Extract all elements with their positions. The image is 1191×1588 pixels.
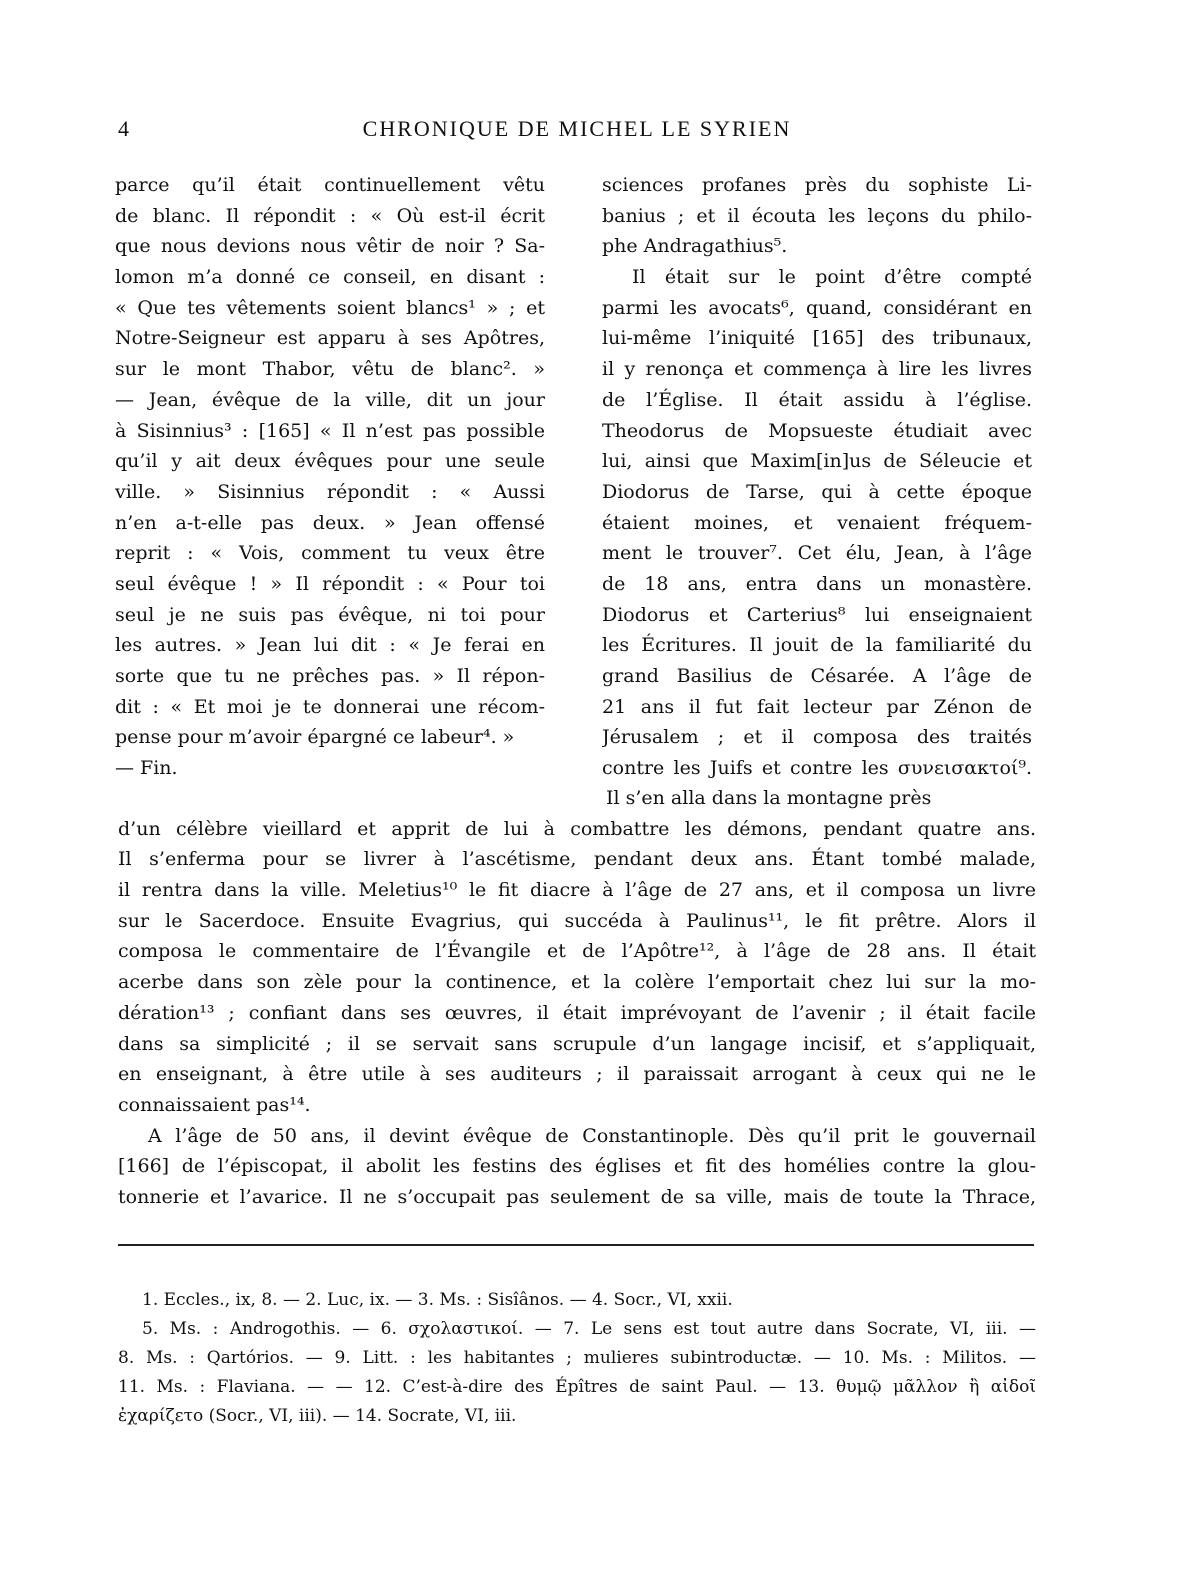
text-line: — Jean, évêque de la ville, dit un jour (115, 388, 545, 411)
footnote-line: ἐχαρίζετο (Socr., VI, iii). — 14. Socrate, VI, iii. (118, 1406, 517, 1426)
text-line: de blanc. Il répondit : « Où est-il écrit (115, 204, 545, 227)
text-line: acerbe dans son zèle pour la continence, et la colère l’emportait chez lui sur la mo- (118, 971, 1036, 994)
footnote-divider (118, 1244, 1034, 1246)
text-line: ment le trouver⁷. Cet élu, Jean, à l’âge (602, 542, 1032, 565)
text-line: Diodorus et Carterius⁸ lui enseignaient (602, 603, 1032, 626)
page-number: 4 (118, 116, 130, 141)
text-line: seul évêque ! » Il répondit : « Pour toi (115, 572, 545, 595)
text-line: grand Basilius de Césarée. A l’âge de (602, 665, 1032, 687)
text-line: tonnerie et l’avarice. Il ne s’occupait pas seulement de sa ville, mais de toute la Thrace, (118, 1185, 1036, 1208)
page-header (118, 116, 1036, 146)
full-width-text (118, 783, 1036, 1213)
text-line: Jérusalem ; et il composa des traités (602, 726, 1032, 749)
text-line: de l’Église. Il était assidu à l’église. (602, 388, 1032, 411)
text-line: lui-même l’iniquité [165] des tribunaux, (602, 327, 1032, 350)
text-line: que nous devions nous vêtir de noir ? Sa- (115, 235, 545, 258)
running-title: CHRONIQUE DE MICHEL LE SYRIEN (362, 116, 792, 141)
text-line: dération¹³ ; confiant dans ses œuvres, il était imprévoyant de l’avenir ; il était facile (118, 1001, 1036, 1024)
paragraph-start: Il était sur le point d’être compté (632, 266, 1032, 289)
text-line: pense pour m’avoir épargné ce labeur⁴. » (115, 726, 515, 749)
text-line: [166] de l’épiscopat, il abolit les festins des églises et fit des homélies contre la glou- (118, 1155, 1036, 1178)
text-line: Theodorus de Mopsueste étudiait avec (602, 419, 1032, 442)
paragraph-start: A l’âge de 50 ans, il devint évêque de Constantinople. Dès qu’il prit le gouvernail (148, 1124, 1036, 1147)
text-line: de 18 ans, entra dans un monastère. (602, 572, 1032, 595)
text-line: Diodorus de Tarse, qui à cette époque (602, 480, 1032, 503)
text-line: d’un célèbre vieillard et apprit de lui à combattre les démons, pendant quatre ans. (118, 817, 1036, 840)
text-line: sur le Sacerdoce. Ensuite Evagrius, qui succéda à Paulinus¹¹, le fit prêtre. Alors il (118, 909, 1036, 932)
text-line: lui, ainsi que Maxim[in]us de Séleucie et (602, 450, 1032, 473)
text-line: seul je ne suis pas évêque, ni toi pour (115, 603, 545, 626)
text-line: les Écritures. Il jouit de la familiarité du (602, 634, 1032, 657)
text-line: en enseignant, à être utile à ses auditeurs ; il paraissait arrogant à ceux qui ne le (118, 1063, 1036, 1086)
footnotes (118, 1286, 1036, 1431)
text-line: « Que tes vêtements soient blancs¹ » ; et (115, 296, 545, 319)
text-line: il y renonça et commença à lire les livres (602, 358, 1032, 381)
text-line: n’en a-t-elle pas deux. » Jean offensé (115, 511, 545, 534)
text-line: lomon m’a donné ce conseil, en disant : (115, 266, 545, 289)
text-line: les autres. » Jean lui dit : « Je ferai en (115, 634, 545, 657)
text-line: parmi les avocats⁶, quand, considérant en (602, 296, 1032, 319)
text-line: composa le commentaire de l’Évangile et de l’Apôtre¹², à l’âge de 28 ans. Il était (118, 940, 1036, 963)
footnote-line: 5. Ms. : Androgothis. — 6. σχολαστικοί. — 7. Le sens est tout autre dans Socrate, VI, iii. — (142, 1319, 1036, 1339)
text-line: reprit : « Vois, comment tu veux être (115, 542, 545, 565)
text-line: il rentra dans la ville. Meletius¹⁰ le fit diacre à l’âge de 27 ans, et il composa un livre (118, 879, 1036, 902)
text-line: ville. » Sisinnius répondit : « Aussi (115, 480, 545, 503)
paragraph-start: Il s’en alla dans la montagne près (606, 787, 932, 809)
text-line: à Sisinnius³ : [165] « Il n’est pas possible (115, 419, 545, 442)
text-line-end: — Fin. (115, 757, 178, 780)
text-line: Il s’enferma pour se livrer à l’ascétisme, pendant deux ans. Étant tombé malade, (118, 848, 1036, 871)
text-line: sciences profanes près du sophiste Li- (602, 174, 1032, 196)
text-line: banius ; et il écouta les leçons du philo- (602, 204, 1032, 227)
text-line: contre les Juifs et contre les συνεισακτοί⁹. (602, 757, 1032, 780)
text-line: sorte que tu ne prêches pas. » Il répon- (115, 665, 545, 687)
text-line: parce qu’il était continuellement vêtu (115, 174, 545, 196)
footnote-line: 1. Eccles., ix, 8. — 2. Luc, ix. — 3. Ms. : Sisîânos. — 4. Socr., VI, xxii. (142, 1290, 733, 1310)
text-line: étaient moines, et venaient fréquem- (602, 511, 1032, 534)
text-line: Notre-Seigneur est apparu à ses Apôtres, (115, 327, 545, 350)
text-line: dit : « Et moi je te donnerai une récom- (115, 695, 545, 718)
text-line: 21 ans il fut fait lecteur par Zénon de (602, 695, 1032, 718)
text-line: connaissaient pas¹⁴. (118, 1093, 311, 1116)
text-line: dans sa simplicité ; il se servait sans scrupule d’un langage incisif, et s’appliquait, (118, 1032, 1036, 1055)
right-column (602, 170, 1032, 784)
footnote-line: 8. Ms. : Qartórios. — 9. Litt. : les habitantes ; mulieres subintroductæ. — 10. Ms. : Militos. — (118, 1348, 1036, 1368)
text-line: qu’il y ait deux évêques pour une seule (115, 450, 545, 473)
text-line: phe Andragathius⁵. (602, 235, 788, 258)
left-column (115, 170, 545, 784)
footnote-line: 11. Ms. : Flaviana. — — 12. C’est-à-dire des Épîtres de saint Paul. — 13. θυμῷ μᾶλλον ἢ αἰδοῖ (118, 1377, 1036, 1397)
text-line: sur le mont Thabor, vêtu de blanc². » (115, 358, 545, 381)
